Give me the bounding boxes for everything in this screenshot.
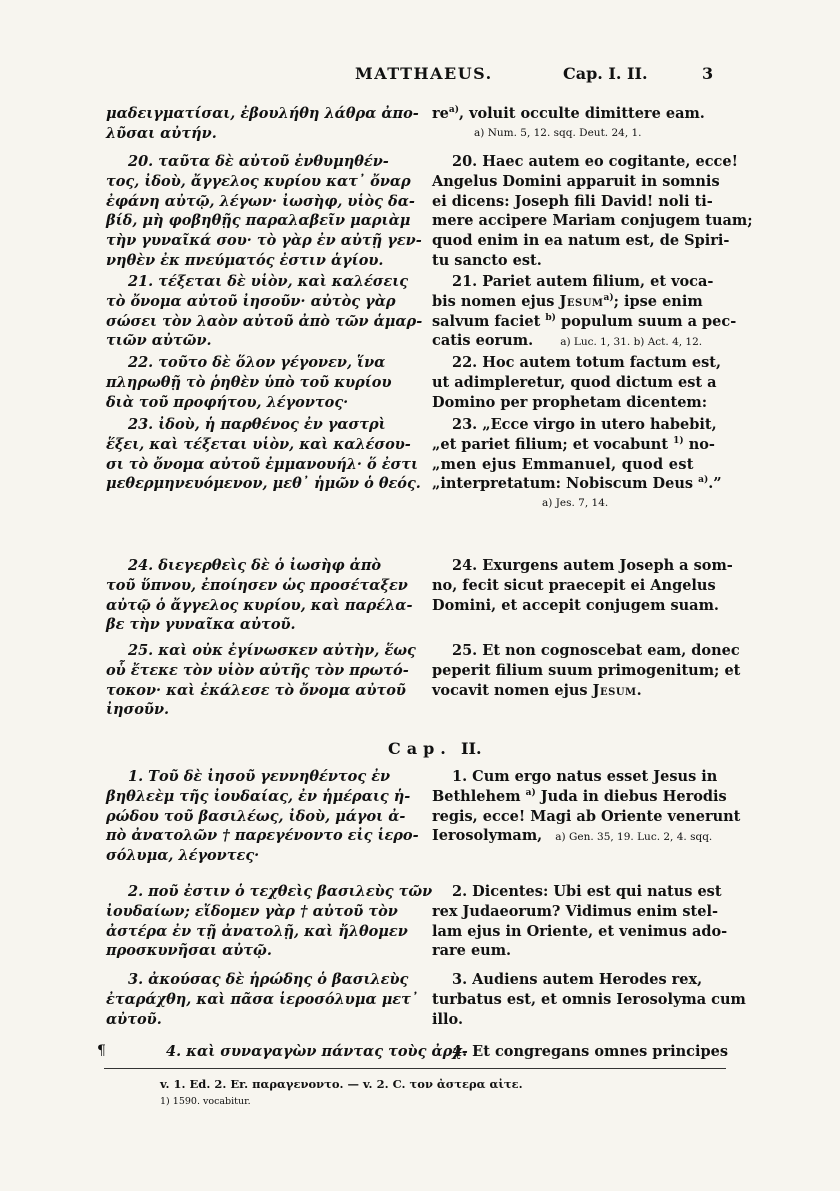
greek-line: 2. ποῦ ἐστιν ὁ τεχθεὶς βασιλεὺς τῶν: [128, 883, 433, 900]
note-marker: a): [603, 292, 614, 303]
latin-verse-20: [432, 152, 753, 271]
greek-ch2-verse-3: [106, 970, 424, 1029]
latin-ch2-verse-4: [432, 1042, 729, 1062]
greek-line: τὴν γυναῖκά σου· τὸ γὰρ ἐν αὐτῇ γεν-: [106, 232, 422, 250]
greek-line: ἐφάνη αὐτῷ, λέγων· ἰωσὴφ, υἱὸς δα-: [106, 192, 415, 210]
latin-verse-21: [432, 272, 737, 353]
latin-line: [432, 331, 724, 353]
greek-line: πληρωθῇ τὸ ῥηθὲν ὑπὸ τοῦ κυρίου: [106, 373, 392, 391]
latin-verse-23: [432, 415, 724, 514]
greek-line: αὐτοῦ.: [106, 1010, 162, 1028]
latin-text: ; ipse enim: [613, 292, 703, 310]
greek-verse-23: [106, 415, 424, 494]
greek-line: 21. τέξεται δὲ υἱὸν, καὶ καλέσεις: [128, 273, 409, 290]
latin-line: ut adimpleretur, quod dictum est a: [432, 373, 717, 391]
greek-verse-24: [106, 556, 424, 635]
latin-line: 22. Hoc autem totum factum est,: [452, 354, 722, 371]
note-marker: a): [525, 787, 536, 798]
greek-line: 4. καὶ συναγαγὼν πάντας τοὺς ἀρχ-: [166, 1043, 468, 1060]
latin-line: 4. Et congregans omnes principes: [452, 1043, 729, 1060]
latin-text: populum suum a pec-: [561, 312, 737, 330]
greek-line: τοῦ ὕπνου, ἐποίησεν ὡς προσέταξεν: [106, 576, 408, 594]
page-number: 3: [702, 64, 714, 83]
latin-text: .”: [708, 475, 722, 493]
latin-line: [432, 312, 737, 332]
latin-text: catis eorum.: [432, 332, 534, 350]
greek-line: τοκον· καὶ ἐκάλεσε τὸ ὄνομα αὐτοῦ: [106, 681, 406, 699]
latin-line: regis, ecce! Magi ab Oriente venerunt: [432, 807, 741, 825]
chapter-number: II.: [461, 739, 482, 758]
latin-line: 25. Et non cognoscebat eam, donec: [452, 642, 740, 659]
name-smallcaps: Jesum: [592, 681, 637, 699]
chapter-range: Cap. I. II.: [563, 64, 648, 83]
greek-line: τὸ ὄνομα αὐτοῦ ἰησοῦν· αὐτὸς γὰρ: [106, 292, 396, 310]
latin-line: 23. „Ecce virgo in utero habebit,: [452, 416, 717, 433]
latin-line: tu sancto est.: [432, 251, 542, 269]
note-marker: 1): [673, 435, 684, 446]
greek-line: σι τὸ ὄνομα αὐτοῦ ἐμμανουήλ· ὅ ἐστι: [106, 455, 419, 473]
latin-line: Domino per prophetam dicentem:: [432, 393, 708, 411]
scripture-citation: a) Jes. 7, 14.: [542, 497, 609, 510]
latin-text: Ierosolymam,: [432, 827, 543, 845]
latin-line: rare eum.: [432, 942, 512, 960]
variant-footnote: 1) 1590. vocabitur.: [160, 1096, 251, 1107]
greek-line: 25. καὶ οὐκ ἐγίνωσκεν αὐτὴν, ἕως: [128, 642, 416, 659]
note-marker: b): [545, 312, 556, 323]
greek-verse-19-end: [106, 104, 424, 144]
latin-line: ei dicens: Joseph fili David! noli ti-: [432, 192, 713, 210]
footnote-rule: [104, 1068, 726, 1069]
scripture-citation: a) Luc. 1, 31. b) Act. 4, 12.: [560, 336, 703, 349]
greek-ch2-verse-1: [106, 767, 424, 866]
latin-line: illo.: [432, 1010, 463, 1028]
latin-verse-25: [432, 641, 741, 700]
latin-line: turbatus est, et omnis Ierosolyma cum: [432, 990, 746, 1008]
greek-line: τος, ἰδοὺ, ἄγγελος κυρίου κατ᾽ ὄναρ: [106, 172, 411, 190]
greek-line: ἕξει, καὶ τέξεται υἱὸν, καὶ καλέσου-: [106, 435, 411, 453]
greek-line: βίδ, μὴ φοβηθῇς παραλαβεῖν μαριὰμ: [106, 212, 411, 230]
greek-verse-25: [106, 641, 424, 720]
greek-line: βε τὴν γυναῖκα αὐτοῦ.: [106, 616, 296, 634]
greek-line: διὰ τοῦ προφήτου, λέγοντος·: [106, 393, 349, 411]
latin-line: [432, 435, 724, 455]
greek-line: σόλυμα, λέγοντες·: [106, 847, 260, 865]
greek-line: οὗ ἔτεκε τὸν υἱὸν αὐτῆς τὸν πρωτό-: [106, 661, 409, 679]
latin-line: lam ejus in Oriente, et venimus ado-: [432, 922, 728, 940]
greek-line: 23. ἰδοὺ, ἡ παρθένος ἐν γαστρὶ: [128, 416, 386, 433]
latin-text: salvum faciet: [432, 312, 541, 330]
latin-line: mere accipere Mariam conjugem tuam;: [432, 212, 753, 230]
latin-line: 1. Cum ergo natus esset Jesus in: [452, 768, 718, 785]
book-title: MATTHAEUS.: [355, 64, 493, 83]
latin-ch2-verse-1: [432, 767, 741, 848]
latin-line: Angelus Domini apparuit in somnis: [432, 172, 720, 190]
note-marker: a): [448, 105, 459, 116]
latin-line: [432, 474, 724, 494]
latin-line: [432, 787, 727, 807]
latin-line: 24. Exurgens autem Joseph a som-: [452, 557, 733, 574]
latin-verse-19-end: [432, 104, 724, 144]
running-header: [0, 62, 840, 86]
scripture-citation: a) Num. 5, 12. sqq. Deut. 24, 1.: [474, 126, 642, 139]
latin-text: Bethlehem: [432, 787, 521, 805]
scripture-citation: a) Gen. 35, 19. Luc. 2, 4. sqq.: [555, 831, 713, 844]
latin-line: 20. Haec autem eo cogitante, ecce!: [452, 153, 738, 170]
greek-line: βηθλεὲμ τῆς ἰουδαίας, ἐν ἡμέραις ἡ-: [106, 787, 411, 805]
latin-line: 3. Audiens autem Herodes rex,: [452, 971, 703, 988]
greek-line: 22. τοῦτο δὲ ὅλον γέγονεν, ἵνα: [128, 354, 386, 371]
latin-verse-22: [432, 353, 724, 412]
latin-line: 21. Pariet autem filium, et voca-: [452, 273, 714, 290]
latin-line: quod enim in ea natum est, de Spiri-: [432, 232, 730, 250]
greek-line: ἀστέρα ἐν τῇ ἀνατολῇ, καὶ ἤλθομεν: [106, 922, 408, 940]
latin-line: [432, 292, 724, 312]
name-smallcaps: Jesum: [559, 292, 604, 310]
greek-line: μεθερμηνευόμενον, μεθ᾽ ἡμῶν ὁ θεός.: [106, 475, 421, 493]
latin-text: vocavit nomen ejus: [432, 681, 588, 699]
greek-line: πὸ ἀνατολῶν † παρεγένοντο εἰς ἱερο-: [106, 827, 419, 845]
note-marker: a): [698, 475, 709, 486]
greek-line: 20. ταῦτα δὲ αὐτοῦ ἐνθυμηθέν-: [128, 153, 389, 170]
greek-line: ἰουδαίων; εἴδομεν γὰρ † αὐτοῦ τὸν: [106, 902, 398, 920]
latin-line: peperit filium suum primogenitum; et: [432, 661, 741, 679]
greek-line: 3. ἀκούσας δὲ ἡρώδης ὁ βασιλεὺς: [128, 971, 409, 988]
greek-verse-20: [106, 152, 424, 271]
latin-line: Domini, et accepit conjugem suam.: [432, 596, 719, 614]
latin-ch2-verse-3: [432, 970, 746, 1029]
latin-ch2-verse-2: [432, 882, 728, 961]
greek-line: 24. διεγερθεὶς δὲ ὁ ἰωσὴφ ἀπὸ: [128, 557, 382, 574]
textual-footnote: v. 1. Ed. 2. Er. παραγενοντο. — v. 2. C. τον ἀστερα αἰτε.: [160, 1077, 523, 1091]
margin-mark: ¶: [97, 1043, 106, 1059]
greek-line: ἐταράχθη, καὶ πᾶσα ἱεροσόλυμα μετ᾽: [106, 990, 419, 1008]
greek-line: λῦσαι αὐτήν.: [106, 124, 217, 142]
latin-line: [432, 104, 724, 124]
greek-line: αὐτῷ ὁ ἄγγελος κυρίου, καὶ παρέλα-: [106, 596, 413, 614]
latin-text: Juda in diebus Herodis: [540, 787, 727, 805]
greek-line: ἰησοῦν.: [106, 701, 170, 719]
latin-line: [432, 826, 724, 848]
greek-line: 1. Τοῦ δὲ ἰησοῦ γεννηθέντος ἐν: [128, 768, 391, 785]
latin-text: „et pariet filium; et vocabunt: [432, 435, 669, 453]
latin-line: [432, 681, 724, 701]
greek-verse-21: [106, 272, 424, 351]
latin-verse-24: [432, 556, 733, 615]
latin-text: „interpretatum: Nobiscum Deus: [432, 475, 694, 493]
latin-line: rex Judaeorum? Vidimus enim stel-: [432, 902, 718, 920]
latin-line: 2. Dicentes: Ubi est qui natus est: [452, 883, 722, 900]
greek-line: σώσει τὸν λαὸν αὐτοῦ ἀπὸ τῶν ἁμαρ-: [106, 312, 423, 330]
greek-verse-22: [106, 353, 424, 412]
greek-line: νηθὲν ἐκ πνεύματός ἐστιν ἁγίου.: [106, 251, 384, 269]
chapter-label: Cap.: [388, 739, 452, 758]
greek-line: τιῶν αὐτῶν.: [106, 332, 212, 350]
greek-line: ρώδου τοῦ βασιλέως, ἰδοὺ, μάγοι ἀ-: [106, 807, 406, 825]
greek-line: προσκυνῆσαι αὐτῷ.: [106, 942, 272, 960]
latin-line: „men ejus Emmanuel, quod est: [432, 455, 694, 473]
latin-text: bis nomen ejus: [432, 292, 555, 310]
greek-ch2-verse-4: [106, 1042, 468, 1062]
latin-text: .: [636, 681, 642, 699]
latin-line: no, fecit sicut praecepit ei Angelus: [432, 576, 716, 594]
latin-text: re: [432, 105, 449, 122]
chapter-heading: [0, 738, 840, 760]
latin-text: , voluit occulte dimittere eam.: [458, 105, 705, 122]
greek-line: μαδειγματίσαι, ἐβουλήθη λάθρα ἀπο-: [106, 105, 419, 122]
latin-text: no-: [688, 435, 715, 453]
greek-ch2-verse-2: [106, 882, 433, 961]
